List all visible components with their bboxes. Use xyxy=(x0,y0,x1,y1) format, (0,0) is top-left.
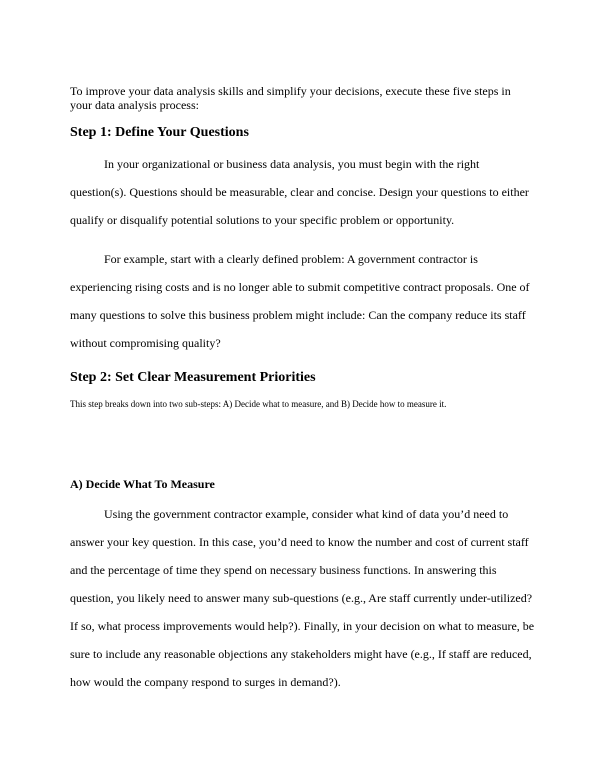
step1-heading: Step 1: Define Your Questions xyxy=(70,125,249,140)
step2-heading: Step 2: Set Clear Measurement Priorities xyxy=(70,370,316,385)
step1-paragraph-2: For example, start with a clearly defined problem: A government contractor is experiencing rising costs and is no longer able to submit competitive contract proposals. One of many questions to solve this business problem might include: Can the company reduce its staff without compromising quality? xyxy=(70,252,530,350)
step1-paragraph-1: In your organizational or business data analysis, you must begin with the right question(s). Questions should be measurable, clear and concise. Design your questions to either qualify or disqualify potential solutions to your specific problem or opportunity. xyxy=(70,157,529,227)
substep-a-heading: A) Decide What To Measure xyxy=(70,477,215,491)
intro-paragraph: To improve your data analysis skills and simplify your decisions, execute these five steps in your data analysis process: xyxy=(70,84,511,112)
substep-a-paragraph: Using the government contractor example, consider what kind of data you’d need to answer your key question. In this case, you’d need to know the number and cost of current staff and the percentage of time they spend on necessary business functions. In answering this question, you likely need to answer many sub-questions (e.g., Are staff currently under-utilized? If so, what process improvements would help?). Finally, in your decision on what to measure, be sure to include any reasonable objections any stakeholders might have (e.g., If staff are reduced, how would the company respond to surges in demand?). xyxy=(70,507,535,689)
step2-note: This step breaks down into two sub-steps: A) Decide what to measure, and B) Decide how to measure it. xyxy=(70,399,447,409)
